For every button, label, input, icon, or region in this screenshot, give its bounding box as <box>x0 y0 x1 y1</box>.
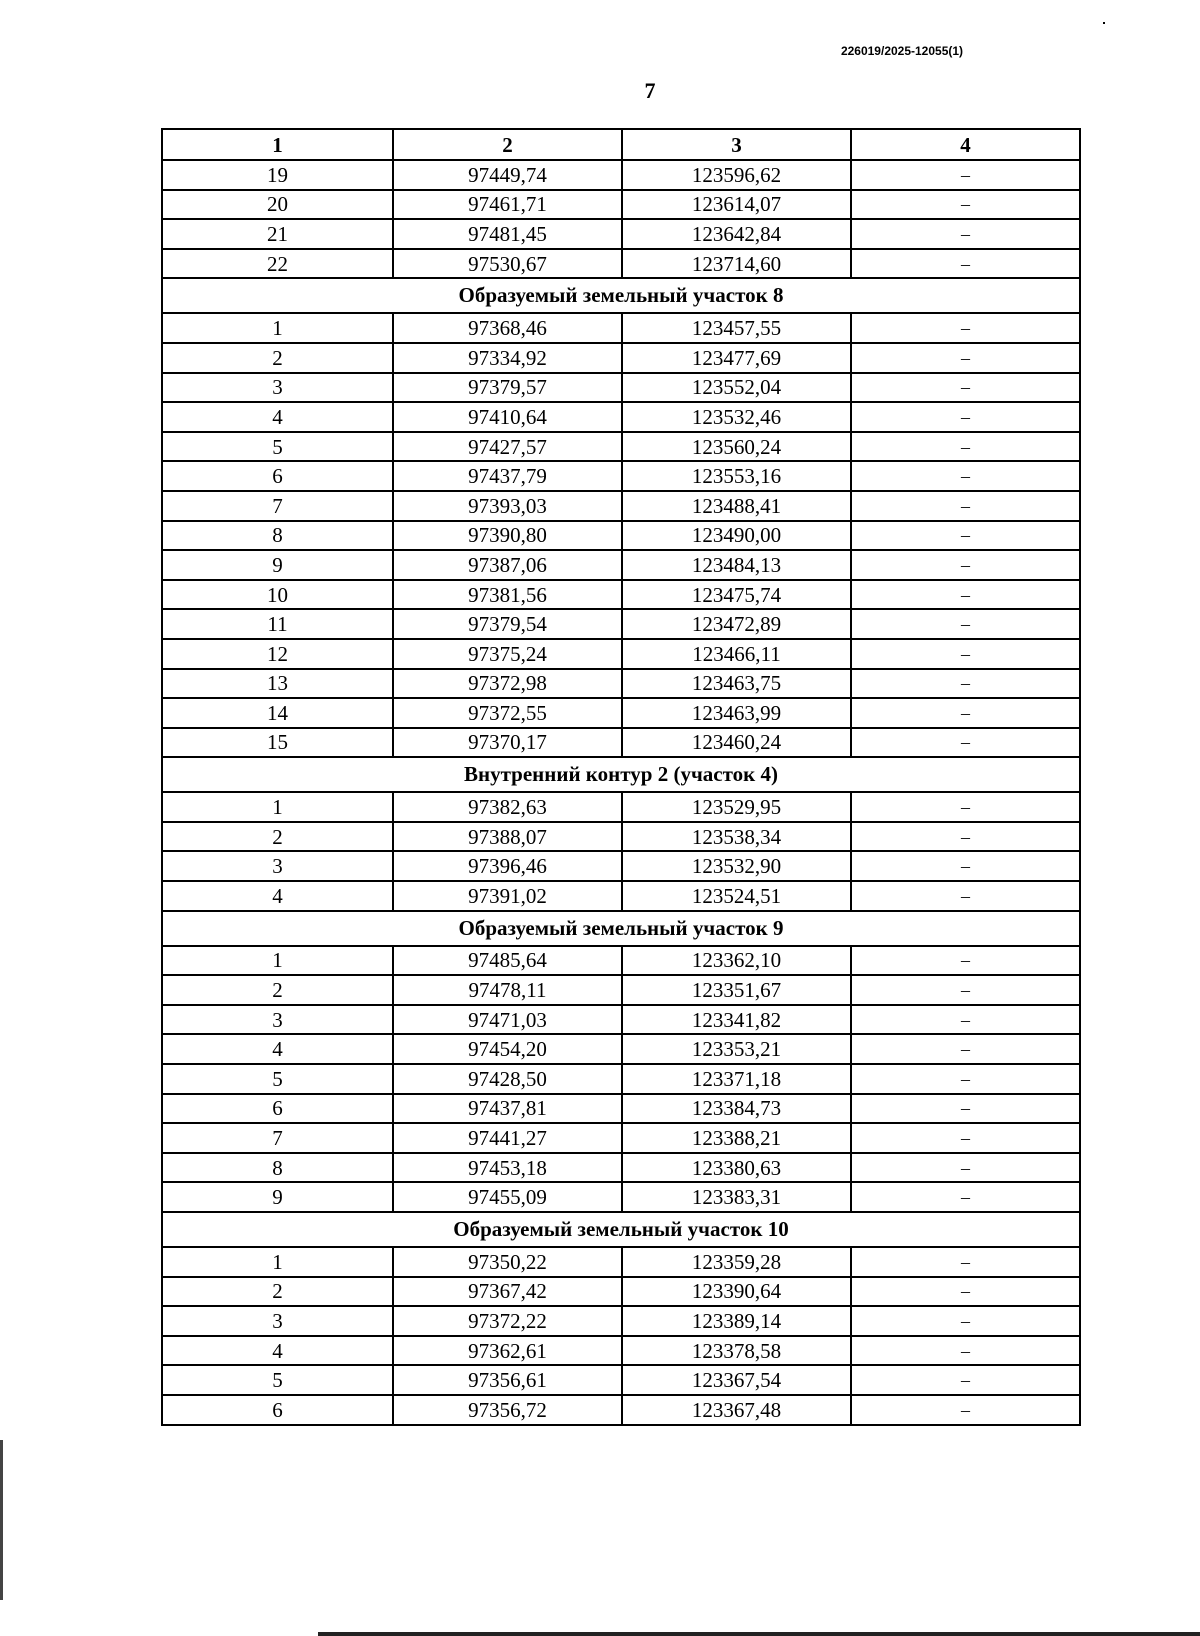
y-coordinate: 123359,28 <box>622 1247 851 1277</box>
x-coordinate: 97356,61 <box>393 1365 622 1395</box>
table-row <box>162 851 1080 881</box>
y-coordinate: 123383,31 <box>622 1182 851 1212</box>
x-coordinate: 97461,71 <box>393 190 622 220</box>
note-cell: – <box>851 609 1080 639</box>
table-row <box>162 1153 1080 1183</box>
table-row <box>162 1306 1080 1336</box>
note-cell: – <box>851 639 1080 669</box>
y-coordinate: 123532,46 <box>622 402 851 432</box>
point-number: 4 <box>162 881 393 911</box>
x-coordinate: 97455,09 <box>393 1182 622 1212</box>
x-coordinate: 97396,46 <box>393 851 622 881</box>
table-row <box>162 219 1080 249</box>
y-coordinate: 123362,10 <box>622 946 851 976</box>
x-coordinate: 97387,06 <box>393 550 622 580</box>
point-number: 1 <box>162 1247 393 1277</box>
y-coordinate: 123367,48 <box>622 1395 851 1425</box>
point-number: 21 <box>162 219 393 249</box>
note-cell: – <box>851 728 1080 758</box>
note-cell: – <box>851 580 1080 610</box>
x-coordinate: 97388,07 <box>393 822 622 852</box>
table-row <box>162 1277 1080 1307</box>
x-coordinate: 97390,80 <box>393 521 622 551</box>
note-cell: – <box>851 1306 1080 1336</box>
table-row <box>162 313 1080 343</box>
note-cell: – <box>851 1094 1080 1124</box>
point-number: 4 <box>162 1034 393 1064</box>
point-number: 14 <box>162 698 393 728</box>
y-coordinate: 123488,41 <box>622 491 851 521</box>
note-cell: – <box>851 550 1080 580</box>
table-row <box>162 491 1080 521</box>
y-coordinate: 123714,60 <box>622 249 851 279</box>
y-coordinate: 123389,14 <box>622 1306 851 1336</box>
point-number: 5 <box>162 1365 393 1395</box>
x-coordinate: 97478,11 <box>393 975 622 1005</box>
table-row <box>162 792 1080 822</box>
x-coordinate: 97437,81 <box>393 1094 622 1124</box>
table-row <box>162 698 1080 728</box>
point-number: 2 <box>162 822 393 852</box>
table-row <box>162 580 1080 610</box>
point-number: 7 <box>162 491 393 521</box>
table-row <box>162 402 1080 432</box>
table-row <box>162 669 1080 699</box>
x-coordinate: 97454,20 <box>393 1034 622 1064</box>
table-row <box>162 1005 1080 1035</box>
point-number: 4 <box>162 1336 393 1366</box>
note-cell: – <box>851 851 1080 881</box>
section-title: Образуемый земельный участок 8 <box>162 278 1080 313</box>
table-row <box>162 881 1080 911</box>
point-number: 5 <box>162 432 393 462</box>
point-number: 1 <box>162 792 393 822</box>
point-number: 15 <box>162 728 393 758</box>
point-number: 6 <box>162 1094 393 1124</box>
section-title: Внутренний контур 2 (участок 4) <box>162 757 1080 792</box>
y-coordinate: 123524,51 <box>622 881 851 911</box>
note-cell: – <box>851 249 1080 279</box>
y-coordinate: 123351,67 <box>622 975 851 1005</box>
y-coordinate: 123378,58 <box>622 1336 851 1366</box>
x-coordinate: 97350,22 <box>393 1247 622 1277</box>
note-cell: – <box>851 1005 1080 1035</box>
table-row <box>162 975 1080 1005</box>
point-number: 2 <box>162 975 393 1005</box>
y-coordinate: 123463,99 <box>622 698 851 728</box>
note-cell: – <box>851 698 1080 728</box>
note-cell: – <box>851 432 1080 462</box>
point-number: 1 <box>162 313 393 343</box>
point-number: 3 <box>162 1005 393 1035</box>
scan-speck <box>1103 22 1105 24</box>
note-cell: – <box>851 313 1080 343</box>
point-number: 2 <box>162 343 393 373</box>
note-cell: – <box>851 1395 1080 1425</box>
table-row <box>162 1182 1080 1212</box>
table-body <box>162 160 1080 1425</box>
y-coordinate: 123463,75 <box>622 669 851 699</box>
point-number: 3 <box>162 851 393 881</box>
section-title-row <box>162 757 1080 792</box>
table-row <box>162 190 1080 220</box>
x-coordinate: 97370,17 <box>393 728 622 758</box>
column-header: 4 <box>851 129 1080 160</box>
note-cell: – <box>851 1123 1080 1153</box>
note-cell: – <box>851 881 1080 911</box>
y-coordinate: 123614,07 <box>622 190 851 220</box>
y-coordinate: 123380,63 <box>622 1153 851 1183</box>
x-coordinate: 97367,42 <box>393 1277 622 1307</box>
point-number: 10 <box>162 580 393 610</box>
y-coordinate: 123390,64 <box>622 1277 851 1307</box>
table-header-row <box>162 129 1080 160</box>
point-number: 3 <box>162 373 393 403</box>
note-cell: – <box>851 1247 1080 1277</box>
y-coordinate: 123490,00 <box>622 521 851 551</box>
point-number: 13 <box>162 669 393 699</box>
x-coordinate: 97356,72 <box>393 1395 622 1425</box>
table-row <box>162 249 1080 279</box>
y-coordinate: 123371,18 <box>622 1064 851 1094</box>
section-title: Образуемый земельный участок 10 <box>162 1212 1080 1247</box>
point-number: 9 <box>162 550 393 580</box>
note-cell: – <box>851 792 1080 822</box>
y-coordinate: 123341,82 <box>622 1005 851 1035</box>
x-coordinate: 97372,55 <box>393 698 622 728</box>
table-row <box>162 1247 1080 1277</box>
table-row <box>162 1365 1080 1395</box>
note-cell: – <box>851 373 1080 403</box>
x-coordinate: 97382,63 <box>393 792 622 822</box>
table-row <box>162 728 1080 758</box>
point-number: 11 <box>162 609 393 639</box>
column-header: 1 <box>162 129 393 160</box>
x-coordinate: 97530,67 <box>393 249 622 279</box>
table-row <box>162 1123 1080 1153</box>
x-coordinate: 97381,56 <box>393 580 622 610</box>
point-number: 1 <box>162 946 393 976</box>
section-title-row <box>162 1212 1080 1247</box>
x-coordinate: 97481,45 <box>393 219 622 249</box>
y-coordinate: 123484,13 <box>622 550 851 580</box>
x-coordinate: 97375,24 <box>393 639 622 669</box>
point-number: 19 <box>162 160 393 190</box>
x-coordinate: 97485,64 <box>393 946 622 976</box>
note-cell: – <box>851 669 1080 699</box>
x-coordinate: 97437,79 <box>393 461 622 491</box>
y-coordinate: 123384,73 <box>622 1094 851 1124</box>
x-coordinate: 97427,57 <box>393 432 622 462</box>
note-cell: – <box>851 160 1080 190</box>
note-cell: – <box>851 1182 1080 1212</box>
y-coordinate: 123475,74 <box>622 580 851 610</box>
x-coordinate: 97410,64 <box>393 402 622 432</box>
note-cell: – <box>851 343 1080 373</box>
table-row <box>162 822 1080 852</box>
table-row <box>162 1034 1080 1064</box>
y-coordinate: 123642,84 <box>622 219 851 249</box>
note-cell: – <box>851 461 1080 491</box>
point-number: 5 <box>162 1064 393 1094</box>
x-coordinate: 97334,92 <box>393 343 622 373</box>
column-header: 3 <box>622 129 851 160</box>
x-coordinate: 97372,98 <box>393 669 622 699</box>
note-cell: – <box>851 1064 1080 1094</box>
y-coordinate: 123466,11 <box>622 639 851 669</box>
table-row <box>162 550 1080 580</box>
scan-edge-mark <box>0 1440 3 1600</box>
note-cell: – <box>851 190 1080 220</box>
point-number: 6 <box>162 1395 393 1425</box>
table-row <box>162 946 1080 976</box>
y-coordinate: 123596,62 <box>622 160 851 190</box>
y-coordinate: 123538,34 <box>622 822 851 852</box>
point-number: 4 <box>162 402 393 432</box>
y-coordinate: 123367,54 <box>622 1365 851 1395</box>
x-coordinate: 97391,02 <box>393 881 622 911</box>
coordinates-table <box>161 128 1081 1426</box>
note-cell: – <box>851 1277 1080 1307</box>
y-coordinate: 123529,95 <box>622 792 851 822</box>
table-row <box>162 1336 1080 1366</box>
table-row <box>162 639 1080 669</box>
note-cell: – <box>851 1034 1080 1064</box>
y-coordinate: 123353,21 <box>622 1034 851 1064</box>
scan-bottom-edge <box>318 1632 1200 1636</box>
note-cell: – <box>851 521 1080 551</box>
table-row <box>162 373 1080 403</box>
table-row <box>162 1395 1080 1425</box>
point-number: 22 <box>162 249 393 279</box>
section-title-row <box>162 911 1080 946</box>
table-row <box>162 343 1080 373</box>
x-coordinate: 97393,03 <box>393 491 622 521</box>
y-coordinate: 123560,24 <box>622 432 851 462</box>
x-coordinate: 97471,03 <box>393 1005 622 1035</box>
x-coordinate: 97368,46 <box>393 313 622 343</box>
document-number: 226019/2025-12055(1) <box>840 44 964 58</box>
note-cell: – <box>851 1153 1080 1183</box>
y-coordinate: 123552,04 <box>622 373 851 403</box>
point-number: 20 <box>162 190 393 220</box>
x-coordinate: 97362,61 <box>393 1336 622 1366</box>
table-row <box>162 609 1080 639</box>
note-cell: – <box>851 219 1080 249</box>
note-cell: – <box>851 1336 1080 1366</box>
y-coordinate: 123457,55 <box>622 313 851 343</box>
point-number: 2 <box>162 1277 393 1307</box>
table-row <box>162 521 1080 551</box>
section-title: Образуемый земельный участок 9 <box>162 911 1080 946</box>
point-number: 8 <box>162 521 393 551</box>
table-row <box>162 160 1080 190</box>
point-number: 7 <box>162 1123 393 1153</box>
note-cell: – <box>851 822 1080 852</box>
point-number: 6 <box>162 461 393 491</box>
x-coordinate: 97441,27 <box>393 1123 622 1153</box>
x-coordinate: 97449,74 <box>393 160 622 190</box>
x-coordinate: 97379,54 <box>393 609 622 639</box>
page-number: 7 <box>644 78 656 103</box>
note-cell: – <box>851 975 1080 1005</box>
y-coordinate: 123388,21 <box>622 1123 851 1153</box>
note-cell: – <box>851 491 1080 521</box>
y-coordinate: 123477,69 <box>622 343 851 373</box>
table-row <box>162 1094 1080 1124</box>
x-coordinate: 97428,50 <box>393 1064 622 1094</box>
note-cell: – <box>851 1365 1080 1395</box>
y-coordinate: 123460,24 <box>622 728 851 758</box>
point-number: 9 <box>162 1182 393 1212</box>
y-coordinate: 123532,90 <box>622 851 851 881</box>
point-number: 3 <box>162 1306 393 1336</box>
note-cell: – <box>851 946 1080 976</box>
point-number: 8 <box>162 1153 393 1183</box>
column-header: 2 <box>393 129 622 160</box>
x-coordinate: 97372,22 <box>393 1306 622 1336</box>
note-cell: – <box>851 402 1080 432</box>
table-row <box>162 1064 1080 1094</box>
x-coordinate: 97453,18 <box>393 1153 622 1183</box>
x-coordinate: 97379,57 <box>393 373 622 403</box>
table-row <box>162 432 1080 462</box>
point-number: 12 <box>162 639 393 669</box>
y-coordinate: 123553,16 <box>622 461 851 491</box>
section-title-row <box>162 278 1080 313</box>
table-row <box>162 461 1080 491</box>
y-coordinate: 123472,89 <box>622 609 851 639</box>
